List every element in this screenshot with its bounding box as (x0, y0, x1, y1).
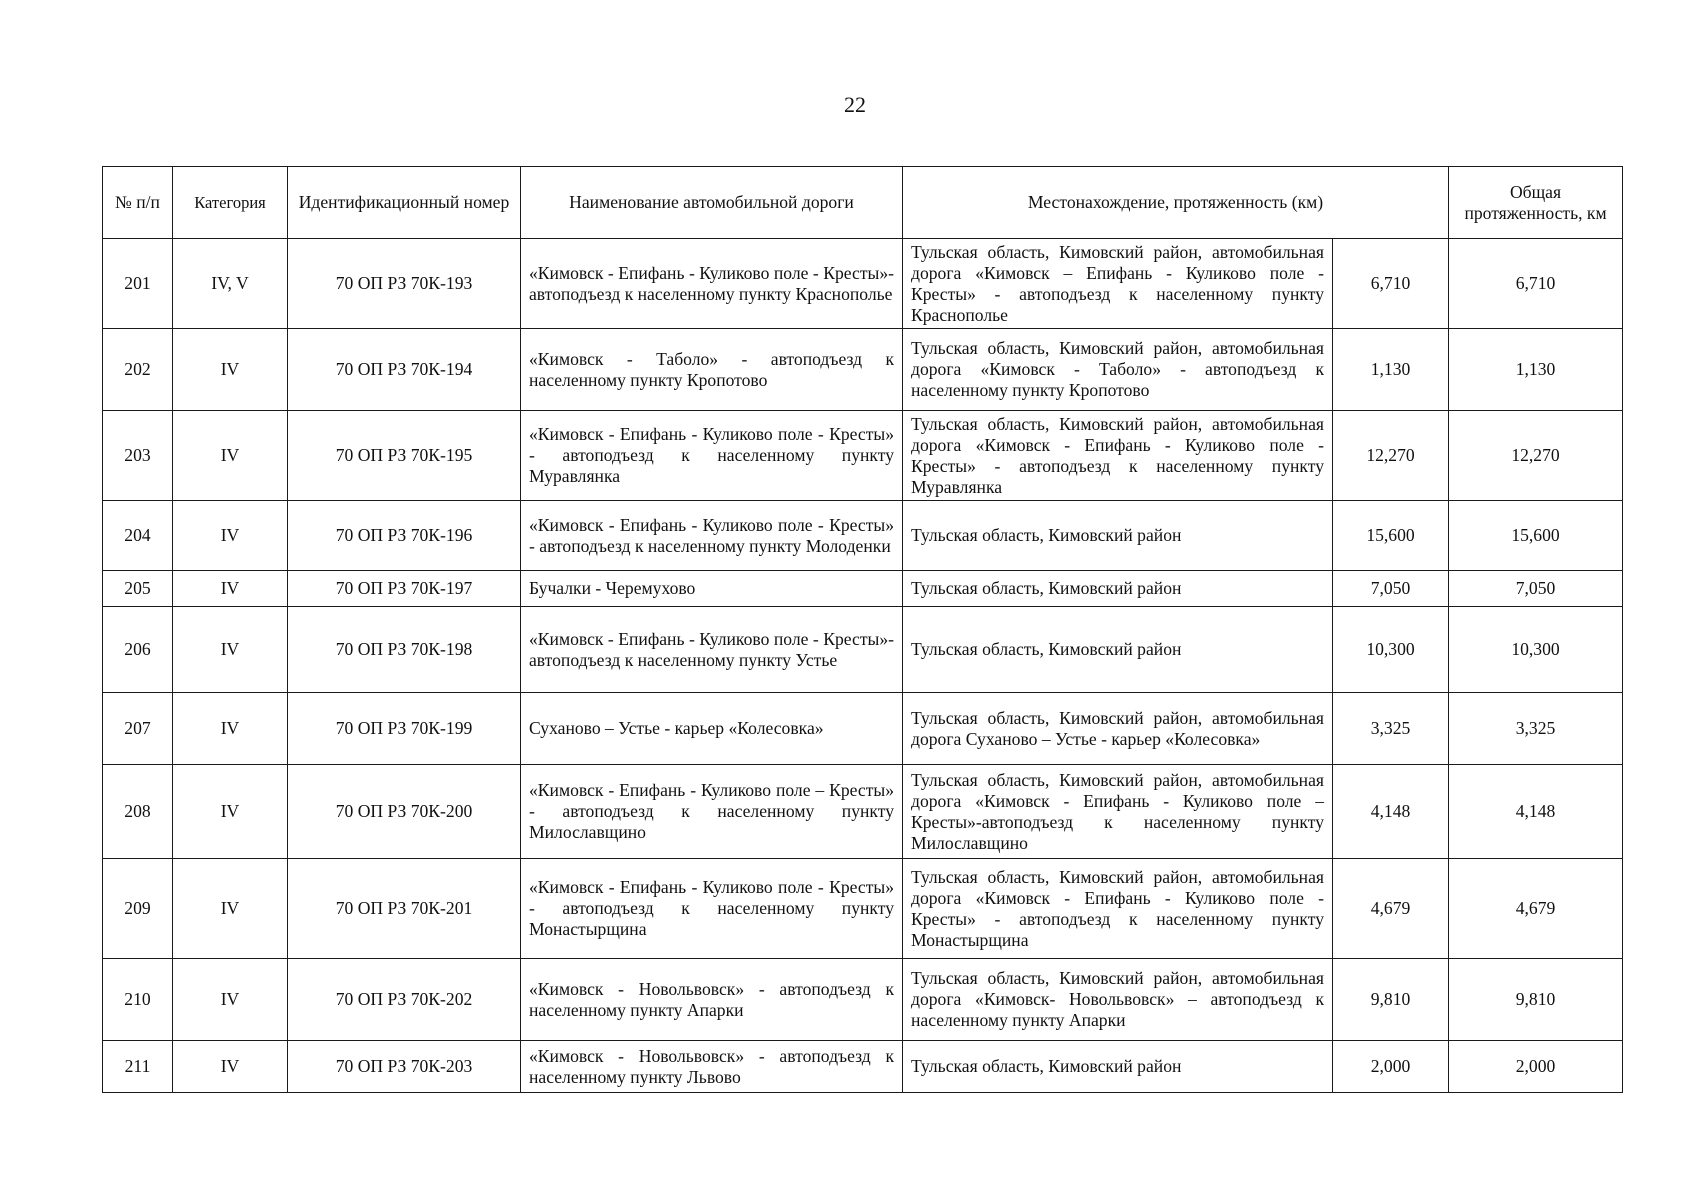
row-id-number: 70 ОП РЗ 70К-195 (288, 411, 521, 501)
row-number: 210 (103, 959, 173, 1041)
row-length: 12,270 (1333, 411, 1449, 501)
table-row (103, 959, 1623, 1041)
table-row (103, 859, 1623, 959)
row-number: 207 (103, 693, 173, 765)
row-id-number: 70 ОП РЗ 70К-197 (288, 571, 521, 607)
row-id-number: 70 ОП РЗ 70К-196 (288, 501, 521, 571)
row-total-length: 9,810 (1449, 959, 1623, 1041)
row-length: 4,679 (1333, 859, 1449, 959)
row-length: 4,148 (1333, 765, 1449, 859)
header-category: Категория (173, 167, 288, 239)
table-row (103, 607, 1623, 693)
row-location: Тульская область, Кимовский район, автомобильная дорога «Кимовск - Епифань - Куликово поле - Кресты» - автоподъезд к населенному пункту Муравлянка (903, 411, 1333, 501)
row-location: Тульская область, Кимовский район, автомобильная дорога «Кимовск- Новольвовск» – автоподъезд к населенному пункту Апарки (903, 959, 1333, 1041)
row-id-number: 70 ОП РЗ 70К-199 (288, 693, 521, 765)
row-road-name: «Кимовск - Епифань - Куликово поле – Кресты» - автоподъезд к населенному пункту Милославщино (521, 765, 903, 859)
row-length: 2,000 (1333, 1041, 1449, 1093)
table-row (103, 239, 1623, 329)
row-location: Тульская область, Кимовский район (903, 501, 1333, 571)
row-total-length: 6,710 (1449, 239, 1623, 329)
row-id-number: 70 ОП РЗ 70К-203 (288, 1041, 521, 1093)
row-id-number: 70 ОП РЗ 70К-202 (288, 959, 521, 1041)
table-header-row (103, 167, 1623, 239)
row-category: IV (173, 411, 288, 501)
row-total-length: 1,130 (1449, 329, 1623, 411)
table-row (103, 411, 1623, 501)
row-id-number: 70 ОП РЗ 70К-201 (288, 859, 521, 959)
row-number: 208 (103, 765, 173, 859)
row-category: IV (173, 501, 288, 571)
row-road-name: «Кимовск - Таболо» - автоподъезд к населенному пункту Кропотово (521, 329, 903, 411)
roads-table (102, 166, 1623, 1093)
row-total-length: 2,000 (1449, 1041, 1623, 1093)
row-number: 203 (103, 411, 173, 501)
row-total-length: 15,600 (1449, 501, 1623, 571)
row-road-name: «Кимовск - Епифань - Куликово поле - Кресты» - автоподъезд к населенному пункту Монастырщина (521, 859, 903, 959)
row-location: Тульская область, Кимовский район, автомобильная дорога «Кимовск - Епифань - Куликово поле - Кресты» - автоподъезд к населенному пункту Монастырщина (903, 859, 1333, 959)
row-location: Тульская область, Кимовский район, автомобильная дорога «Кимовск – Епифань - Куликово поле - Кресты» - автоподъезд к населенному пункту Краснополье (903, 239, 1333, 329)
row-total-length: 4,679 (1449, 859, 1623, 959)
row-road-name: «Кимовск - Епифань - Куликово поле - Кресты» - автоподъезд к населенному пункту Муравлянка (521, 411, 903, 501)
row-total-length: 12,270 (1449, 411, 1623, 501)
table-row (103, 1041, 1623, 1093)
row-category: IV (173, 1041, 288, 1093)
row-location: Тульская область, Кимовский район, автомобильная дорога «Кимовск - Таболо» - автоподъезд к населенному пункту Кропотово (903, 329, 1333, 411)
row-road-name: «Кимовск - Епифань - Куликово поле - Кресты» - автоподъезд к населенному пункту Молоденки (521, 501, 903, 571)
row-total-length: 7,050 (1449, 571, 1623, 607)
row-number: 201 (103, 239, 173, 329)
row-length: 9,810 (1333, 959, 1449, 1041)
row-category: IV (173, 859, 288, 959)
row-number: 206 (103, 607, 173, 693)
row-number: 209 (103, 859, 173, 959)
row-number: 204 (103, 501, 173, 571)
row-number: 211 (103, 1041, 173, 1093)
header-num: № п/п (103, 167, 173, 239)
header-total: Общая протяженность, км (1449, 167, 1623, 239)
row-id-number: 70 ОП РЗ 70К-200 (288, 765, 521, 859)
table-row (103, 571, 1623, 607)
table-row (103, 329, 1623, 411)
row-location: Тульская область, Кимовский район, автомобильная дорога «Кимовск - Епифань - Куликово поле – Кресты»-автоподъезд к населенному пункту Милославщино (903, 765, 1333, 859)
row-category: IV (173, 607, 288, 693)
table-row (103, 501, 1623, 571)
row-category: IV (173, 693, 288, 765)
row-location: Тульская область, Кимовский район (903, 571, 1333, 607)
row-id-number: 70 ОП РЗ 70К-194 (288, 329, 521, 411)
row-total-length: 10,300 (1449, 607, 1623, 693)
row-id-number: 70 ОП РЗ 70К-198 (288, 607, 521, 693)
row-category: IV (173, 765, 288, 859)
row-location: Тульская область, Кимовский район, автомобильная дорога Суханово – Устье - карьер «Колесовка» (903, 693, 1333, 765)
row-total-length: 4,148 (1449, 765, 1623, 859)
row-total-length: 3,325 (1449, 693, 1623, 765)
header-name: Наименование автомобильной дороги (521, 167, 903, 239)
row-number: 202 (103, 329, 173, 411)
row-category: IV (173, 329, 288, 411)
row-road-name: «Кимовск - Епифань - Куликово поле - Кресты»-автоподъезд к населенному пункту Устье (521, 607, 903, 693)
row-category: IV, V (173, 239, 288, 329)
row-road-name: «Кимовск - Новольвовск» - автоподъезд к населенному пункту Апарки (521, 959, 903, 1041)
row-length: 15,600 (1333, 501, 1449, 571)
row-road-name: Бучалки - Черемухово (521, 571, 903, 607)
row-length: 3,325 (1333, 693, 1449, 765)
row-category: IV (173, 571, 288, 607)
row-id-number: 70 ОП РЗ 70К-193 (288, 239, 521, 329)
page-number: 22 (844, 92, 866, 117)
row-road-name: «Кимовск - Новольвовск» - автоподъезд к населенному пункту Львово (521, 1041, 903, 1093)
table-row (103, 765, 1623, 859)
row-road-name: Суханово – Устье - карьер «Колесовка» (521, 693, 903, 765)
row-road-name: «Кимовск - Епифань - Куликово поле - Кресты»-автоподъезд к населенному пункту Краснополье (521, 239, 903, 329)
table-row (103, 693, 1623, 765)
row-length: 6,710 (1333, 239, 1449, 329)
row-length: 1,130 (1333, 329, 1449, 411)
row-category: IV (173, 959, 288, 1041)
row-length: 7,050 (1333, 571, 1449, 607)
row-location: Тульская область, Кимовский район (903, 1041, 1333, 1093)
row-number: 205 (103, 571, 173, 607)
row-length: 10,300 (1333, 607, 1449, 693)
header-id: Идентификационный номер (288, 167, 521, 239)
row-location: Тульская область, Кимовский район (903, 607, 1333, 693)
header-location: Местонахождение, протяженность (км) (903, 167, 1449, 239)
